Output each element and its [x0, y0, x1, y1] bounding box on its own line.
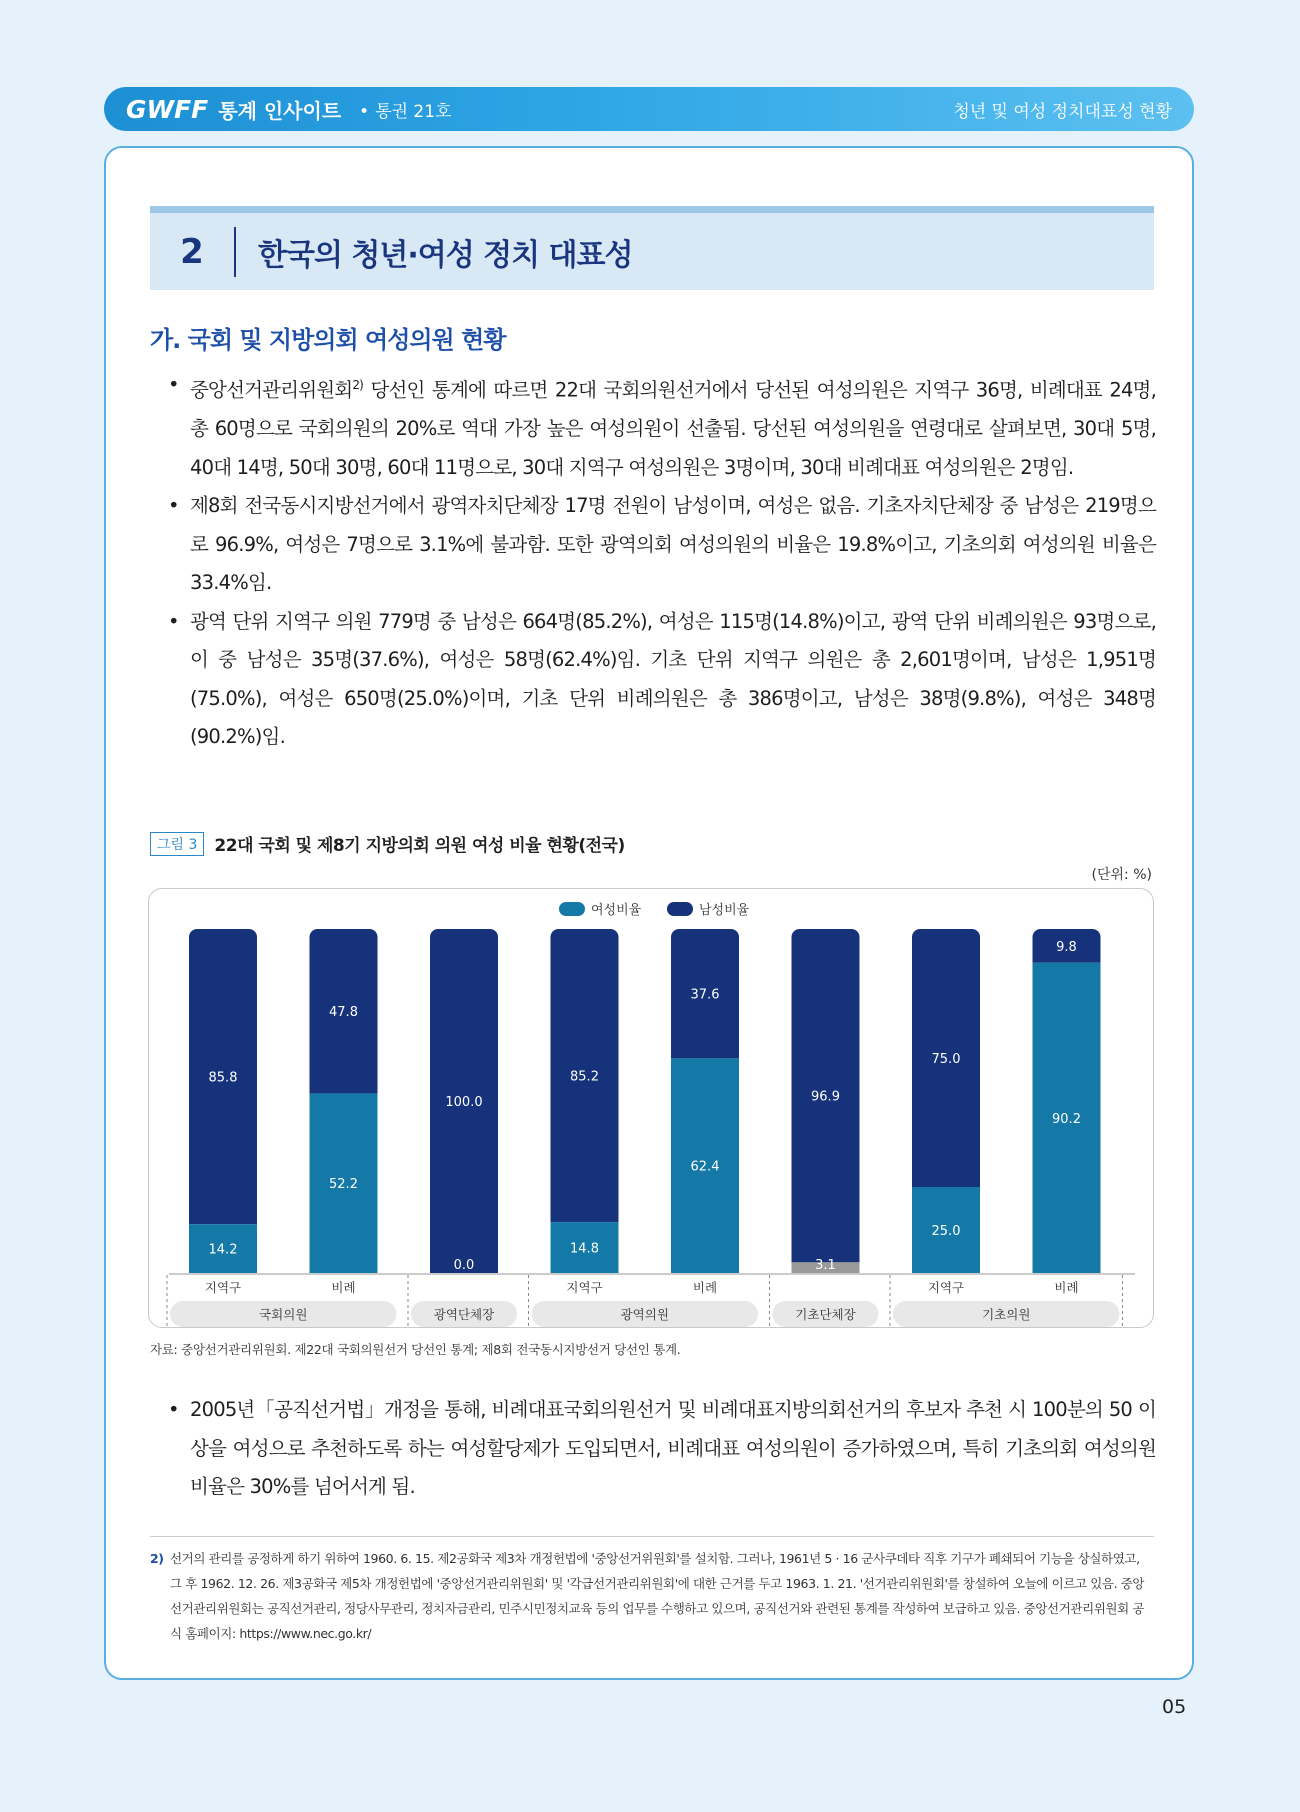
data-label-male: 37.6	[690, 987, 720, 1003]
figure-source: 자료: 중앙선거관리위원회. 제22대 국회의원선거 당선인 통계; 제8회 전국동시지방선거 당선인 통계.	[150, 1342, 681, 1357]
bar-stack	[912, 929, 980, 1273]
data-label-female: 3.1	[815, 1258, 836, 1273]
report-title: 청년 및 여성 정치대표성 현황	[953, 101, 1172, 122]
bullet-item: • 광역 단위 지역구 의원 779명 중 남성은 664명(85.2%), 여성은 115명(14.8%)이고, 광역 단위 비례의원은 93명으로, 이 중 남성은 35명(37.6%), 여성은 58명(62.4%)임. 기초 단위 지역구 의원은 총 2,601명이며, 남성은 1,951명(75.0%), 여성은 650명(25.0%)이며, 기초 단위 비례의원은 총 386명이고, 남성은 38명(9.8%), 여성은 348명(90.2%)임.	[168, 603, 1156, 757]
bar-stack	[671, 929, 739, 1273]
data-label-male: 9.8	[1056, 939, 1077, 955]
x-tick-label: 비례	[331, 1280, 356, 1295]
footnote-ref[interactable]: 2)	[352, 378, 364, 392]
section-heading	[150, 206, 1154, 290]
logo: GWFF	[126, 94, 209, 124]
group-label: 광역단체장	[433, 1307, 495, 1322]
group-label: 기초의원	[982, 1307, 1031, 1322]
bar-stack	[310, 929, 378, 1273]
data-label-female: 52.2	[329, 1177, 358, 1193]
data-label-female: 14.8	[570, 1241, 599, 1257]
header-bar	[104, 87, 1194, 131]
section-number: 2	[180, 231, 204, 272]
bar-stack	[1033, 929, 1101, 1273]
stacked-bar-chart	[149, 889, 1155, 1329]
x-tick-label: 비례	[1054, 1280, 1079, 1295]
section-divider	[234, 227, 236, 277]
bullet-text: 당선인 통계에 따르면 22대 국회의원선거에서 당선된 여성의원은 지역구 36명, 비례대표 24명, 총 60명으로 국회의원의 20%로 역대 가장 높은 여성의원이 선출됨. 당선된 여성의원을 연령대로 살펴보면, 30대 5명, 40대 14명, 50대 30명, 60대 11명으로, 30대 지역구 여성의원은 3명이며, 30대 비례대표 여성의원은 2명임.	[190, 378, 1156, 479]
figure-unit: (단위: %)	[1091, 867, 1152, 883]
data-label-female: 90.2	[1052, 1111, 1081, 1127]
bullet-item: • 2005년「공직선거법」개정을 통해, 비례대표국회의원선거 및 비례대표지방의회선거의 후보자 추천 시 100분의 50 이상을 여성으로 추천하도록 하는 여성할당제가 도입되면서, 비례대표 여성의원이 증가하였으며, 특히 기초의회 여성의원 비율은 30%를 넘어서게 됨.	[168, 1391, 1156, 1507]
data-label-female: 62.4	[690, 1159, 720, 1175]
x-tick-label: 지역구	[566, 1280, 603, 1295]
data-label-male: 85.8	[208, 1070, 238, 1086]
data-label-male: 75.0	[931, 1052, 961, 1067]
data-label-male: 47.8	[329, 1005, 358, 1021]
legend-label: 여성비율	[591, 903, 642, 918]
figure-caption	[150, 831, 625, 856]
data-label-female: 25.0	[931, 1224, 961, 1239]
figure-tag: 그림 3	[150, 832, 204, 856]
page-card	[104, 146, 1194, 1680]
x-tick-label: 지역구	[204, 1280, 242, 1295]
data-label-male: 85.2	[570, 1069, 599, 1085]
section-title: 한국의 청년·여성 정치 대표성	[258, 237, 633, 273]
bar-stack	[551, 929, 619, 1273]
footnote-divider	[150, 1536, 1154, 1537]
bullet-text: 중앙선거관리위원회	[190, 378, 353, 402]
group-label: 국회의원	[259, 1307, 308, 1322]
data-label-female: 0.0	[453, 1258, 475, 1273]
legend-swatch	[559, 902, 585, 916]
footnote	[150, 1546, 1154, 1646]
data-label-male: 96.9	[811, 1089, 840, 1105]
legend-label: 남성비율	[699, 903, 750, 918]
subsection-title: 가. 국회 및 지방의회 여성의원 현황	[150, 326, 506, 354]
x-tick-label: 지역구	[927, 1280, 965, 1295]
x-tick-label: 비례	[692, 1280, 718, 1295]
legend-swatch	[667, 902, 693, 916]
data-label-male: 100.0	[445, 1095, 483, 1110]
brand-title: 통계 인사이트	[218, 98, 342, 123]
bullet-item	[168, 366, 1156, 487]
page-number: 05	[1162, 1696, 1187, 1718]
figure-title: 22대 국회 및 제8기 지방의회 의원 여성 비율 현황(전국)	[214, 836, 625, 856]
data-label-female: 14.2	[208, 1242, 238, 1258]
footnote-number: 2)	[150, 1551, 164, 1566]
bullet-list-after	[168, 1391, 1156, 1507]
bar-stack	[189, 929, 257, 1273]
issue-number: • 통권 21호	[359, 97, 451, 122]
group-label: 광역의원	[620, 1307, 669, 1322]
bullet-item: • 제8회 전국동시지방선거에서 광역자치단체장 17명 전원이 남성이며, 여성은 없음. 기초자치단체장 중 남성은 219명으로 96.9%, 여성은 7명으로 3.1%에 불과함. 또한 광역의회 여성의원의 비율은 19.8%이고, 기초의회 여성의원 비율은 33.4%임.	[168, 487, 1156, 603]
bullet-list	[168, 366, 1156, 757]
chart-container	[148, 888, 1154, 1328]
footnote-text: 선거의 관리를 공정하게 하기 위하여 1960. 6. 15. 제2공화국 제3차 개정헌법에 '중앙선거위원회'를 설치함. 그러나, 1961년 5 · 16 군사쿠데타 직후 기구가 폐쇄되어 기능을 상실하였고, 그 후 1962. 12. 26. 제3공화국 제5차 개정헌법에 '중앙선거관리위원회' 및 '각급선거관리위원회'에 대한 근거를 두고 1963. 1. 21. '선거관리위원회'를 창설하여 오늘에 이르고 있음. 중앙선거관리위원회는 공직선거관리, 정당사무관리, 정치자금관리, 민주시민정치교육 등의 업무를 수행하고 있으며, 공직선거와 관련된 통계를 작성하여 보급하고 있음. 중앙선거관리위원회 공식 홈페이지: https://www.nec.go.kr/	[170, 1551, 1145, 1641]
group-label: 기초단체장	[795, 1307, 856, 1322]
